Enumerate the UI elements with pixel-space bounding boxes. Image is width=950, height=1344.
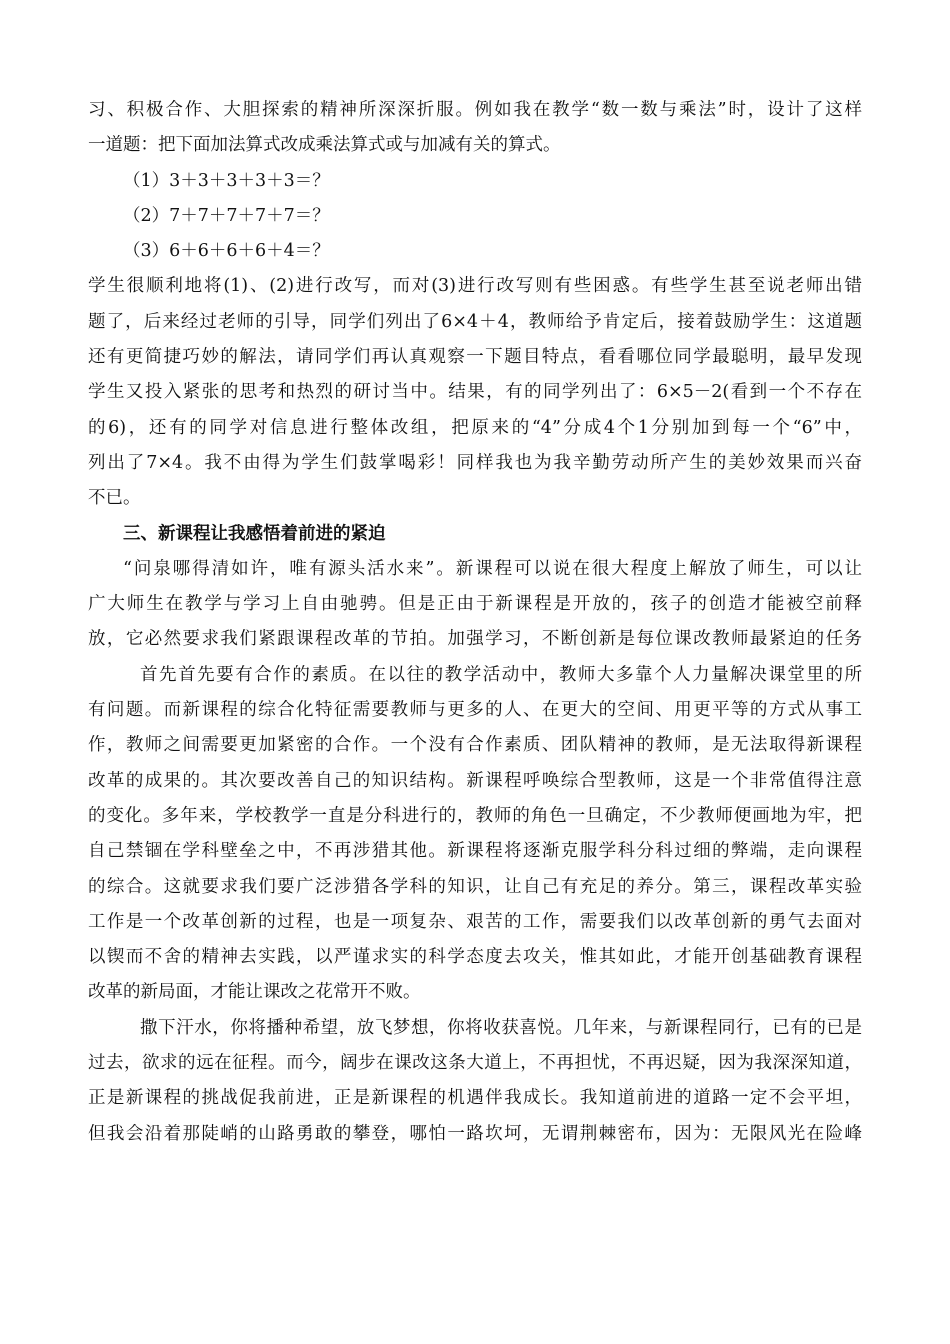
equation-item: （3）6＋6＋6＋6＋4＝？ (123, 241, 330, 262)
paragraph-line: 的变化。多年来，学校教学一直是分科进行的，教师的角色一旦确定，不少教师便画地为牢，把 (88, 805, 862, 826)
paragraph-line: 改革的成果的。其次要改善自己的知识结构。新课程呼唤综合型教师，这是一个非常值得注意 (88, 770, 862, 791)
paragraph-line: 但我会沿着那陡峭的山路勇敢的攀登，哪怕一路坎坷，无谓荆棘密布，因为：无限风光在险峰 (88, 1123, 862, 1144)
paragraph-line: 放，它必然要求我们紧跟课程改革的节拍。加强学习，不断创新是每位课改教师最紧迫的任务 (88, 629, 862, 650)
paragraph-line: 自己禁锢在学科壁垒之中，不再涉猎其他。新课程将逐渐克服学科分科过细的弊端，走向课程 (88, 841, 862, 862)
paragraph-line: 一道题：把下面加法算式改成乘法算式或与加减有关的算式。 (88, 135, 561, 156)
paragraph-line: 撒下汗水，你将播种希望，放飞梦想，你将收获喜悦。几年来，与新课程同行，已有的已是 (140, 1017, 862, 1038)
paragraph-line: 首先首先要有合作的素质。在以往的教学活动中，教师大多靠个人力量解决课堂里的所 (140, 664, 862, 685)
paragraph-line: 以锲而不舍的精神去实践，以严谨求实的科学态度去攻关，惟其如此，才能开创基础教育课程 (88, 947, 862, 968)
paragraph-line: 有问题。而新课程的综合化特征需要教师与更多的人、在更大的空间、用更平等的方式从事工 (88, 700, 862, 721)
paragraph-line: 过去，欲求的远在征程。而今，阔步在课改这条大道上，不再担忧，不再迟疑，因为我深深知道， (88, 1053, 862, 1074)
paragraph-line: 改革的新局面，才能让课改之花常开不败。 (88, 982, 421, 1003)
paragraph-line: 习、积极合作、大胆探索的精神所深深折服。例如我在教学“数一数与乘法”时，设计了这样 (88, 100, 862, 120)
paragraph-line: 正是新课程的挑战促我前进，正是新课程的机遇伴我成长。我知道前进的道路一定不会平坦， (88, 1088, 862, 1109)
paragraph-line: 题了，后来经过老师的引导，同学们列出了6×4＋4，教师给予肯定后，接着鼓励学生：这道题 (88, 311, 862, 332)
document-page (88, 93, 862, 1152)
paragraph-line: 广大师生在教学与学习上自由驰骋。但是正由于新课程是开放的，孩子的创造才能被空前释 (88, 594, 862, 615)
paragraph-line: 的综合。这就要求我们要广泛涉猎各学科的知识，让自己有充足的养分。第三，课程改革实验 (88, 876, 862, 897)
paragraph-line: 的6)，还有的同学对信息进行整体改组，把原来的“4”分成4个1分别加到每一个“6”中， (88, 417, 862, 438)
equation-item: （1）3＋3＋3＋3＋3＝？ (123, 170, 330, 191)
paragraph-line: 学生很顺利地将(1)、(2)进行改写，而对(3)进行改写则有些困惑。有些学生甚至说老师出错 (88, 276, 862, 297)
paragraph-line: 不已。 (88, 488, 141, 509)
section-heading: 三、新课程让我感悟着前进的紧迫 (123, 523, 386, 544)
paragraph-line: 工作是一个改革创新的过程，也是一项复杂、艰苦的工作，需要我们以改革创新的勇气去面对 (88, 911, 862, 932)
equation-item: （2）7＋7＋7＋7＋7＝？ (123, 205, 330, 226)
paragraph-line: 列出了7×4。我不由得为学生们鼓掌喝彩！同样我也为我辛勤劳动所产生的美妙效果而兴奋 (88, 452, 862, 473)
paragraph-line: 学生又投入紧张的思考和热烈的研讨当中。结果，有的同学列出了：6×5－2(看到一个不存在 (88, 382, 862, 403)
paragraph-line: 还有更简捷巧妙的解法，请同学们再认真观察一下题目特点，看看哪位同学最聪明，最早发现 (88, 347, 862, 368)
paragraph-line: 作，教师之间需要更加紧密的合作。一个没有合作素质、团队精神的教师，是无法取得新课程 (88, 735, 862, 756)
paragraph-line: “问泉哪得清如许，唯有源头活水来”。新课程可以说在很大程度上解放了师生，可以让 (123, 558, 862, 579)
